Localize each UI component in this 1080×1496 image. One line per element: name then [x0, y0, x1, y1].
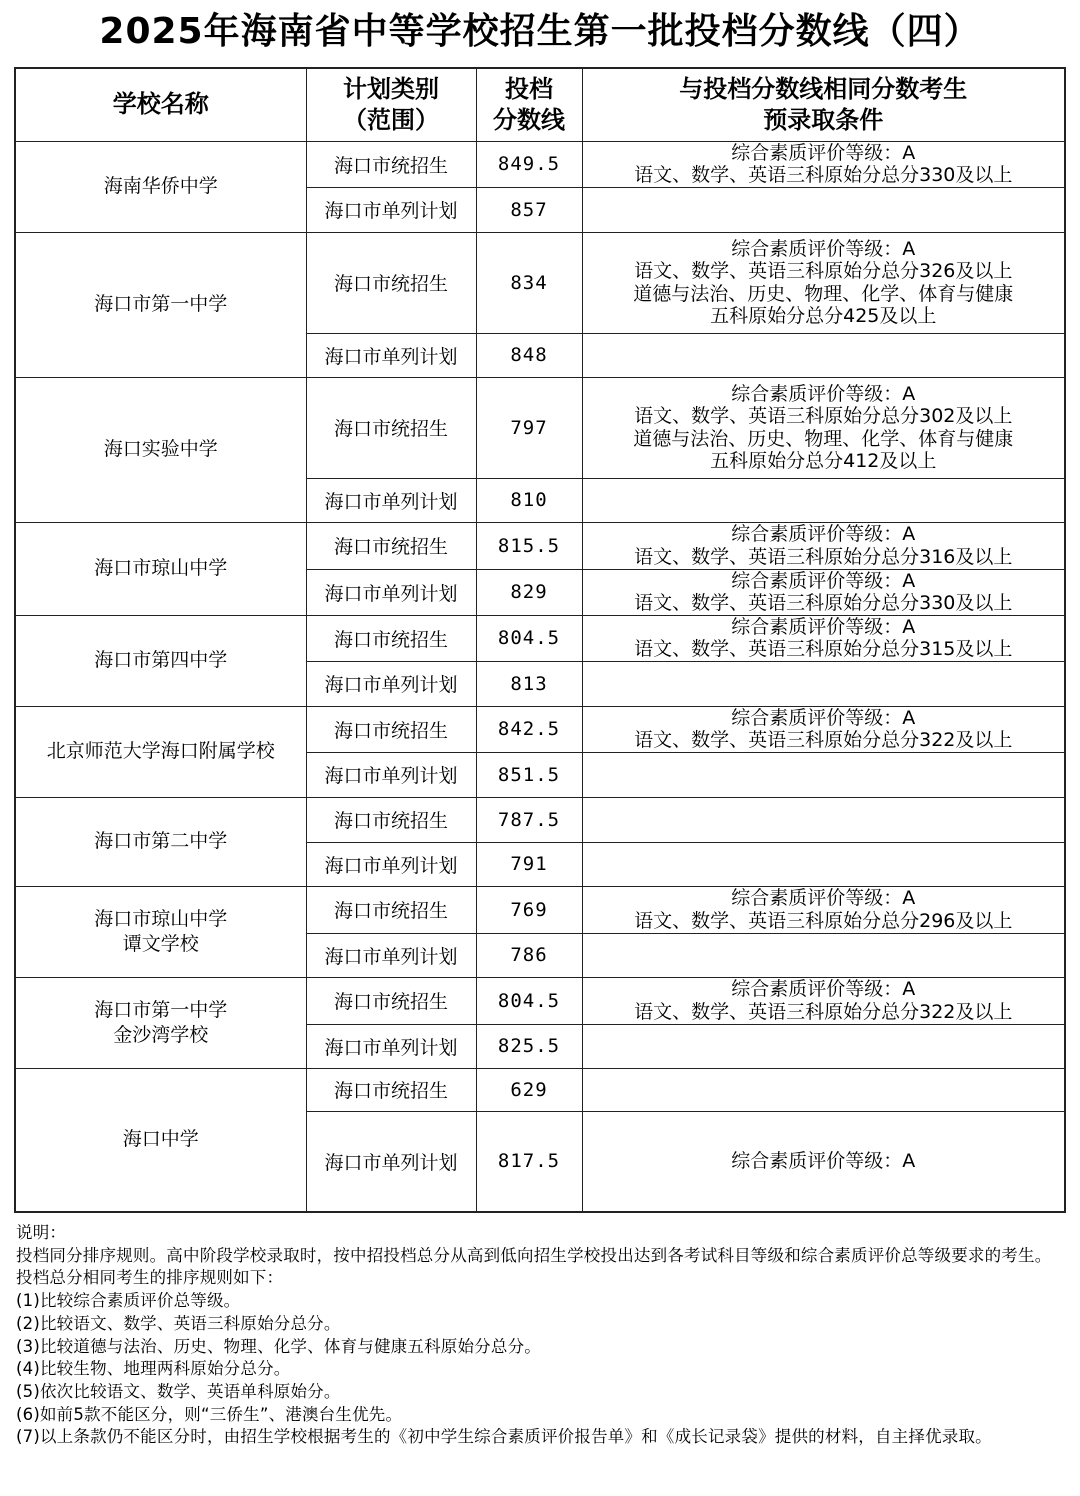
plan-type: 海口市统招生	[306, 377, 476, 478]
header-score: 投档 分数线	[476, 68, 582, 141]
school-name: 海口市琼山中学 谭文学校	[15, 886, 306, 977]
score-line: 829	[476, 569, 582, 615]
admission-condition	[582, 187, 1065, 232]
score-line: 849.5	[476, 141, 582, 187]
school-name: 海口市第二中学	[15, 797, 306, 886]
admission-condition: 综合素质评价等级：A 语文、数学、英语三科原始分总分330及以上	[582, 141, 1065, 187]
plan-type: 海口市统招生	[306, 615, 476, 661]
admission-condition: 综合素质评价等级：A 语文、数学、英语三科原始分总分330及以上	[582, 569, 1065, 615]
plan-type: 海口市统招生	[306, 886, 476, 933]
score-line: 857	[476, 187, 582, 232]
admission-condition	[582, 1024, 1065, 1068]
notes-line: (2)比较语文、数学、英语三科原始分总分。	[16, 1313, 341, 1333]
score-line: 851.5	[476, 752, 582, 797]
table-row	[15, 1068, 1065, 1111]
notes-line: (6)如前5款不能区分，则“三侨生”、港澳台生优先。	[16, 1404, 403, 1424]
notes-section	[16, 1222, 1066, 1449]
admission-condition	[582, 1068, 1065, 1111]
plan-type: 海口市单列计划	[306, 333, 476, 377]
admission-condition	[582, 933, 1065, 977]
admission-condition: 综合素质评价等级：A 语文、数学、英语三科原始分总分315及以上	[582, 615, 1065, 661]
score-line: 786	[476, 933, 582, 977]
notes-line: (4)比较生物、地理两科原始分总分。	[16, 1359, 291, 1379]
table-row	[15, 141, 1065, 187]
school-name: 海口市第一中学 金沙湾学校	[15, 977, 306, 1068]
admission-condition: 综合素质评价等级：A 语文、数学、英语三科原始分总分302及以上 道德与法治、历史、物理、化学、体育与健康 五科原始分总分412及以上	[582, 377, 1065, 478]
notes-line: (7)以上条款仍不能区分时，由招生学校根据考生的《初中学生综合素质评价报告单》和《成长记录袋》提供的材料，自主择优录取。	[16, 1427, 992, 1447]
table-row	[15, 706, 1065, 752]
score-line: 817.5	[476, 1111, 582, 1212]
plan-type: 海口市统招生	[306, 797, 476, 842]
admission-condition	[582, 797, 1065, 842]
score-line: 813	[476, 661, 582, 706]
page-title: 2025年海南省中等学校招生第一批投档分数线（四）	[99, 11, 981, 52]
school-name: 海口中学	[15, 1068, 306, 1212]
school-name: 海口市第四中学	[15, 615, 306, 706]
school-name: 海口实验中学	[15, 377, 306, 522]
score-line: 810	[476, 478, 582, 522]
school-name: 海南华侨中学	[15, 141, 306, 232]
admission-condition: 综合素质评价等级：A 语文、数学、英语三科原始分总分322及以上	[582, 977, 1065, 1024]
notes-line: 投档同分排序规则。高中阶段学校录取时，按中招投档总分从高到低向招生学校投出达到各考试科目等级和综合素质评价总等级要求的考生。投档总分相同考生的排序规则如下：	[16, 1245, 1052, 1288]
table-header-row	[15, 68, 1065, 141]
score-line: 842.5	[476, 706, 582, 752]
header-condition: 与投档分数线相同分数考生 预录取条件	[582, 68, 1065, 141]
table-row	[15, 977, 1065, 1024]
school-name: 海口市琼山中学	[15, 522, 306, 615]
header-school: 学校名称	[15, 68, 306, 141]
table-row	[15, 615, 1065, 661]
admission-condition: 综合素质评价等级：A	[582, 1111, 1065, 1212]
plan-type: 海口市单列计划	[306, 569, 476, 615]
plan-type: 海口市单列计划	[306, 1111, 476, 1212]
table-row	[15, 797, 1065, 842]
table-row	[15, 522, 1065, 569]
score-table	[14, 67, 1066, 1213]
plan-type: 海口市单列计划	[306, 478, 476, 522]
school-name: 北京师范大学海口附属学校	[15, 706, 306, 797]
plan-type: 海口市统招生	[306, 1068, 476, 1111]
plan-type: 海口市单列计划	[306, 661, 476, 706]
plan-type: 海口市统招生	[306, 141, 476, 187]
score-line: 804.5	[476, 977, 582, 1024]
table-row	[15, 232, 1065, 333]
header-plan-type: 计划类别 （范围）	[306, 68, 476, 141]
admission-condition: 综合素质评价等级：A 语文、数学、英语三科原始分总分322及以上	[582, 706, 1065, 752]
score-line: 825.5	[476, 1024, 582, 1068]
school-name: 海口市第一中学	[15, 232, 306, 377]
plan-type: 海口市统招生	[306, 977, 476, 1024]
plan-type: 海口市统招生	[306, 522, 476, 569]
plan-type: 海口市单列计划	[306, 1024, 476, 1068]
plan-type: 海口市单列计划	[306, 187, 476, 232]
score-line: 848	[476, 333, 582, 377]
admission-condition: 综合素质评价等级：A 语文、数学、英语三科原始分总分316及以上	[582, 522, 1065, 569]
plan-type: 海口市单列计划	[306, 933, 476, 977]
score-line: 834	[476, 232, 582, 333]
plan-type: 海口市统招生	[306, 706, 476, 752]
admission-condition	[582, 333, 1065, 377]
admission-condition: 综合素质评价等级：A 语文、数学、英语三科原始分总分326及以上 道德与法治、历史、物理、化学、体育与健康 五科原始分总分425及以上	[582, 232, 1065, 333]
admission-condition	[582, 478, 1065, 522]
table-row	[15, 886, 1065, 933]
score-line: 629	[476, 1068, 582, 1111]
plan-type: 海口市单列计划	[306, 842, 476, 886]
score-line: 791	[476, 842, 582, 886]
score-line: 797	[476, 377, 582, 478]
plan-type: 海口市统招生	[306, 232, 476, 333]
notes-line: (5)依次比较语文、数学、英语单科原始分。	[16, 1381, 341, 1401]
score-line: 769	[476, 886, 582, 933]
score-line: 787.5	[476, 797, 582, 842]
table-row	[15, 377, 1065, 478]
admission-condition	[582, 661, 1065, 706]
admission-condition: 综合素质评价等级：A 语文、数学、英语三科原始分总分296及以上	[582, 886, 1065, 933]
notes-heading: 说明：	[16, 1223, 67, 1242]
notes-line: (1)比较综合素质评价总等级。	[16, 1291, 241, 1311]
score-line: 815.5	[476, 522, 582, 569]
score-line: 804.5	[476, 615, 582, 661]
admission-condition	[582, 842, 1065, 886]
notes-line: (3)比较道德与法治、历史、物理、化学、体育与健康五科原始分总分。	[16, 1336, 541, 1356]
plan-type: 海口市单列计划	[306, 752, 476, 797]
admission-condition	[582, 752, 1065, 797]
